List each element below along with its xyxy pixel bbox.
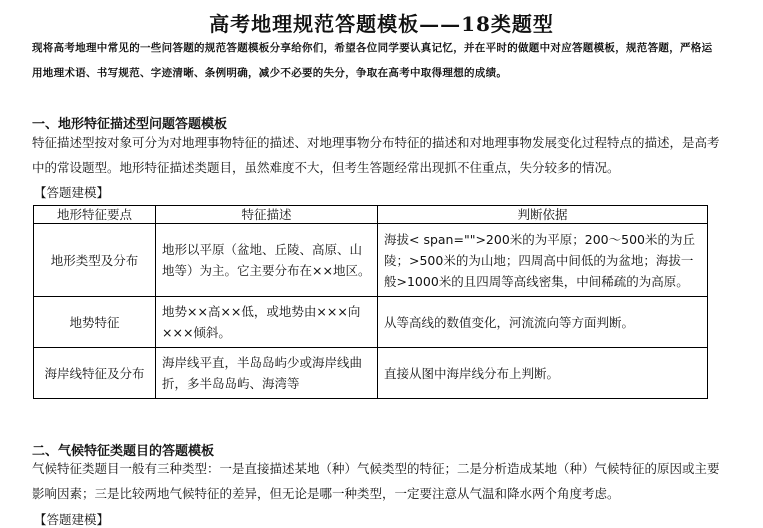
table-cell: 地形类型及分布 [34,224,156,297]
table-cell: 地势特征 [34,297,156,348]
section1-paragraph: 特征描述型按对象可分为对地理事物特征的描述、对地理事物分布特征的描述和对地理事物发展变化过程特点的描述，是高考中的常设题型。地形特征描述类题目，虽然难度不大，但考生答题经常出现抓不住重点，失分较多的情况。 [32,135,720,175]
table-header: 特征描述 [156,206,378,224]
section1-tag: 【答题建模】 [34,185,110,200]
terrain-feature-table [33,205,708,399]
table-cell: 海拔< span="">200米的为平原；200～500米的为丘陵；>500米的为山地；四周高中间低的为盆地；海拔一般>1000米的且四周等高线密集，中间稀疏的为高原。 [378,224,708,297]
table-header-row [34,206,708,224]
section2-heading: 二、气候特征类题目的答题模板 [32,444,215,459]
section2-paragraph: 气候特征类题目一般有三种类型：一是直接描述某地（种）气候类型的特征；二是分析造成某地（种）气候特征的原因或主要影响因素；三是比较两地气候特征的差异，但无论是哪一种类型，一定要注意从气温和降水两个角度考虑。 [32,461,720,501]
table-cell: 地形以平原（盆地、丘陵、高原、山地等）为主。它主要分布在××地区。 [156,224,378,297]
section1-heading: 一、地形特征描述型问题答题模板 [32,117,228,132]
table-cell: 海岸线平直，半岛岛屿少或海岸线曲折，多半岛岛屿、海湾等 [156,348,378,399]
table-cell: 直接从图中海岸线分布上判断。 [378,348,708,399]
table-header: 地形特征要点 [34,206,156,224]
table-row [34,297,708,348]
table-cell: 地势××高××低，或地势由×××向×××倾斜。 [156,297,378,348]
intro-paragraph: 现将高考地理中常见的一些问答题的规范答题模板分享给你们，希望各位同学要认真记忆，并在平时的做题中对应答题模板，规范答题，严格运用地理术语、书写规范、字迹清晰、条例明确，减少不必要的失分，争取在高考中取得理想的成绩。 [32,42,713,79]
section2-tag: 【答题建模】 [34,512,110,527]
table-cell: 从等高线的数值变化，河流流向等方面判断。 [378,297,708,348]
table-header: 判断依据 [378,206,708,224]
page-title: 高考地理规范答题模板——18类题型 [209,12,554,36]
table-row [34,348,708,399]
table-row [34,224,708,297]
table-cell: 海岸线特征及分布 [34,348,156,399]
